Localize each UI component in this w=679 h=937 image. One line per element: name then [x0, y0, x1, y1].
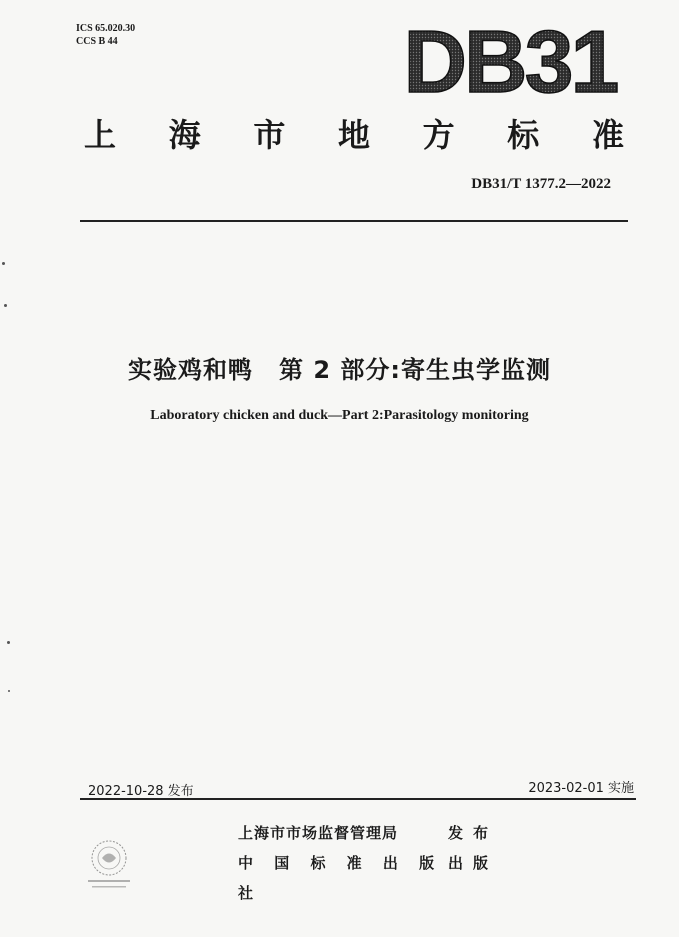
scan-mark [4, 304, 7, 307]
svg-text:DB31: DB31 [403, 18, 617, 100]
footer-divider [80, 798, 636, 800]
document-title-en: Laboratory chicken and duck—Part 2:Parasitology monitoring [150, 408, 529, 423]
publisher-role: 出版 [448, 854, 499, 872]
standard-type-char: 海 [168, 116, 201, 154]
standard-type-char: 上 [84, 116, 117, 154]
scan-mark [7, 641, 10, 644]
standard-type-char: 准 [591, 116, 624, 154]
scan-mark [8, 690, 10, 692]
implement-date: 2023-02-01 实施 [528, 781, 634, 796]
standard-type-char: 标 [507, 116, 540, 154]
publisher-name: 中 国 标 准 出 版 社 [238, 854, 443, 902]
standard-type-char: 方 [422, 116, 455, 154]
classification-codes [76, 22, 135, 48]
scan-mark [2, 262, 5, 265]
ccs-code: CCS B 44 [76, 36, 118, 47]
issuer-role: 发布 [448, 824, 499, 842]
standard-type-char: 地 [337, 116, 370, 154]
ics-code: ICS 65.020.30 [76, 23, 136, 34]
standard-type-char: 市 [253, 116, 286, 154]
issuer-block [238, 818, 498, 908]
issuer-name: 上海市市场监督管理局 [238, 824, 399, 842]
issuer-row [238, 818, 498, 848]
title-cn-part1: 实验鸡和鸭 [127, 356, 253, 384]
seal-stamp-graphic [78, 836, 140, 894]
standard-number: DB31/T 1377.2—2022 [471, 176, 611, 192]
db31-logo [400, 18, 620, 100]
header-divider [80, 220, 628, 222]
publisher-row [238, 848, 498, 908]
document-title-cn [0, 350, 679, 385]
publish-date: 2022-10-28 发布 [88, 784, 194, 799]
standard-type-title [84, 110, 624, 156]
title-cn-part2: 第 2 部分:寄生虫学监测 [278, 356, 551, 384]
